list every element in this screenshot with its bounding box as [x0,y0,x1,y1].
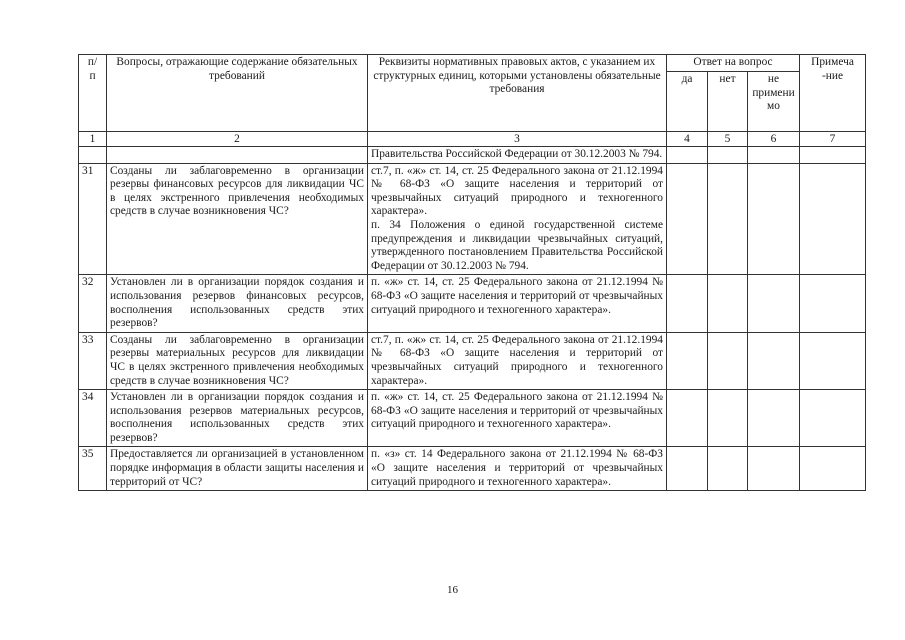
column-number: 3 [368,132,667,147]
table-row-continuation [79,147,866,164]
notes-cell[interactable] [800,163,866,275]
answer-yes-cell[interactable] [667,447,708,491]
checklist-table [78,54,866,491]
table-row [79,163,866,275]
header-notes: Примеча -ние [800,55,866,132]
answer-no-cell[interactable] [708,275,748,332]
row-num: 35 [79,447,107,491]
column-number: 6 [748,132,800,147]
answer-na-cell[interactable] [748,390,800,447]
answer-yes-cell[interactable] [667,275,708,332]
row-question: Предоставляется ли организацией в установленном порядке информация в области защиты населения и территорий от ЧС? [107,447,368,491]
notes-cell[interactable] [800,147,866,164]
row-requisites: ст.7, п. «ж» ст. 14, ст. 25 Федерального закона от 21.12.1994 № 68-ФЗ «О защите населения и территорий от чрезвычайных ситуаций природного и техногенного характера». п. 34 Положения о единой государственной системе предупреждения и ликвидации чрезвычайных ситуаций, утвержденного постановлением Правительства Российской Федерации от 30.12.2003 № 794. [368,163,667,275]
row-num-cell [79,147,107,164]
answer-no-cell[interactable] [708,447,748,491]
column-number: 1 [79,132,107,147]
column-number: 2 [107,132,368,147]
row-requisites: Правительства Российской Федерации от 30.12.2003 № 794. [368,147,667,164]
row-question: Установлен ли в организации порядок создания и использования резервов финансовых ресурсов, восполнения использованных средств этих резервов? [107,275,368,332]
answer-no-cell[interactable] [708,147,748,164]
answer-na-cell[interactable] [748,163,800,275]
row-requisites: п. «ж» ст. 14, ст. 25 Федерального закона от 21.12.1994 № 68-ФЗ «О защите населения и территорий от чрезвычайных ситуаций природного и техногенного характера». [368,275,667,332]
header-requisites: Реквизиты нормативных правовых актов, с указанием их структурных единиц, которыми установлены обязательные требования [368,55,667,132]
row-requisites: ст.7, п. «ж» ст. 14, ст. 25 Федерального закона от 21.12.1994 № 68-ФЗ «О защите населения и территорий от чрезвычайных ситуаций природного и техногенного характера». [368,332,667,389]
row-question: Установлен ли в организации порядок создания и использования резервов материальных ресурсов, восполнения использованных средств этих резервов? [107,390,368,447]
answer-no-cell[interactable] [708,332,748,389]
answer-na-cell[interactable] [748,447,800,491]
row-requisites: п. «з» ст. 14 Федерального закона от 21.12.1994 № 68-ФЗ «О защите населения и территорий от чрезвычайных ситуаций природного и техногенного характера». [368,447,667,491]
notes-cell[interactable] [800,390,866,447]
table-row [79,390,866,447]
answer-yes-cell[interactable] [667,147,708,164]
notes-cell[interactable] [800,447,866,491]
header-num: п/ п [79,55,107,132]
column-number-row [79,132,866,147]
answer-na-cell[interactable] [748,275,800,332]
page-number: 16 [447,584,458,596]
table-row [79,275,866,332]
column-number: 7 [800,132,866,147]
answer-no-cell[interactable] [708,163,748,275]
header-no: нет [708,72,748,132]
answer-yes-cell[interactable] [667,332,708,389]
row-num: 31 [79,163,107,275]
row-question-cell [107,147,368,164]
answer-yes-cell[interactable] [667,163,708,275]
row-requisites: п. «ж» ст. 14, ст. 25 Федерального закона от 21.12.1994 № 68-ФЗ «О защите населения и территорий от чрезвычайных ситуаций природного и техногенного характера». [368,390,667,447]
row-question: Созданы ли заблаговременно в организации резервы материальных ресурсов для ликвидации ЧС в целях экстренного привлечения необходимых средств в случае возникновения ЧС? [107,332,368,389]
row-num: 32 [79,275,107,332]
table-row [79,447,866,491]
header-question: Вопросы, отражающие содержание обязательных требований [107,55,368,132]
notes-cell[interactable] [800,332,866,389]
header-yes: да [667,72,708,132]
header-not-applicable: не примени мо [748,72,800,132]
notes-cell[interactable] [800,275,866,332]
answer-yes-cell[interactable] [667,390,708,447]
header-answer-group: Ответ на вопрос [667,55,800,72]
row-num: 33 [79,332,107,389]
row-num: 34 [79,390,107,447]
answer-na-cell[interactable] [748,332,800,389]
answer-na-cell[interactable] [748,147,800,164]
table-row [79,332,866,389]
column-number: 5 [708,132,748,147]
row-question: Созданы ли заблаговременно в организации резервы финансовых ресурсов для ликвидации ЧС в целях экстренного привлечения необходимых средств в случае возникновения ЧС? [107,163,368,275]
column-number: 4 [667,132,708,147]
answer-no-cell[interactable] [708,390,748,447]
